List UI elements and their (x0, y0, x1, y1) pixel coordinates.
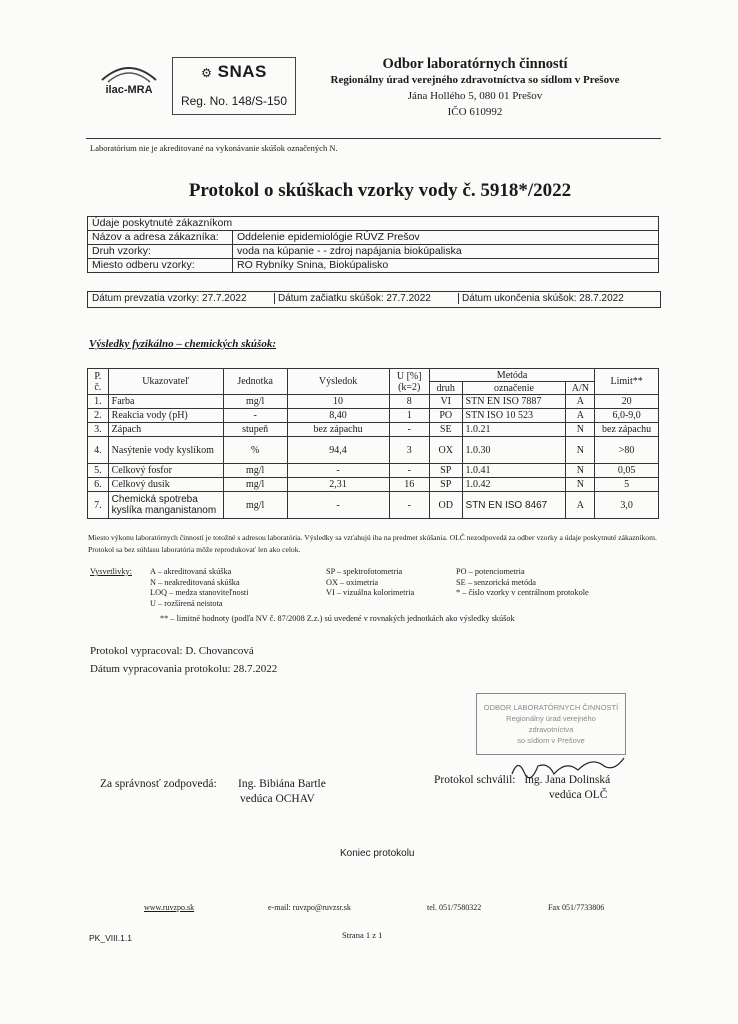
legend-item: SE – senzorická metóda (456, 577, 536, 587)
snas-emblem-icon: ⚙ (201, 66, 213, 80)
contact-tel: tel. 051/7580322 (427, 903, 482, 912)
cell-n: 3. (88, 423, 109, 437)
table-row (88, 409, 659, 423)
cell-name: Zápach (108, 423, 223, 437)
table-row (88, 245, 659, 259)
customer-value: voda na kúpanie - - zdroj napájania biokúpaliska (233, 245, 659, 259)
table-row (88, 464, 659, 478)
table-row (88, 395, 659, 409)
cell-result: - (287, 464, 389, 478)
col-header-method: Metóda (429, 369, 594, 382)
cell-n: 6. (88, 478, 109, 492)
cell-druh: SP (429, 464, 462, 478)
customer-value: RO Rybníky Snina, Biokúpalisko (233, 259, 659, 273)
col-header-druh: druh (429, 382, 462, 395)
col-header-uncertainty: U [%] (k=2) (389, 369, 429, 395)
stamp-line: zdravotníctva (528, 725, 574, 734)
org-address: Jána Hollého 5, 080 01 Prešov (407, 90, 543, 102)
cell-result: 2,31 (287, 478, 389, 492)
col-header-indicator: Ukazovateľ (108, 369, 223, 395)
cell-limit: 0,05 (595, 464, 659, 478)
legend (90, 567, 650, 637)
page-title: Protokol o skúškach vzorky vody č. 5918*/2022 (188, 180, 572, 201)
col-header-an: A/N (566, 382, 595, 395)
date-end: Dátum ukončenia skúšok: 28.7.2022 (458, 293, 624, 304)
col-header-result: Výsledok (287, 369, 389, 395)
legend-item: LOQ – medza stanoviteľnosti (150, 588, 249, 597)
cell-method: 1.0.30 (462, 437, 566, 464)
legend-item: U – rozšírená neistota (150, 598, 223, 608)
org-name: Odbor laboratórnych činností (382, 56, 568, 72)
legend-label: Vysvetlivky: (90, 567, 132, 576)
cell-unit: % (223, 437, 287, 464)
cell-unit: mg/l (223, 492, 287, 519)
cell-u: 16 (389, 478, 429, 492)
contact-email[interactable]: e-mail: ruvzpo@ruvzsr.sk (268, 903, 351, 912)
cell-method: 1.0.42 (462, 478, 566, 492)
legend-item: A – akreditovaná skúška (150, 567, 232, 576)
customer-value: Oddelenie epidemiológie RÚVZ Prešov (233, 231, 659, 245)
cell-limit: 6,0-9,0 (595, 409, 659, 423)
table-row (88, 423, 659, 437)
page-number: Strana 1 z 1 (342, 930, 383, 940)
cell-name: Nasýtenie vody kyslíkom (108, 437, 223, 464)
sig-right-role: vedúca OLČ (549, 789, 608, 801)
cell-druh: SE (429, 423, 462, 437)
legend-item: PO – potenciometria (456, 567, 525, 576)
cell-u: 3 (389, 437, 429, 464)
col-header-unit: Jednotka (223, 369, 287, 395)
legend-item: N – neakreditovaná skúška (150, 577, 240, 587)
prepared-by: Protokol vypracoval: D. Chovancová (90, 645, 254, 657)
cell-limit: 3,0 (595, 492, 659, 519)
cell-limit: 20 (595, 395, 659, 409)
cell-u: 1 (389, 409, 429, 423)
legend-item: VI – vizuálna kolorimetria (326, 588, 415, 597)
cell-unit: mg/l (223, 395, 287, 409)
snas-reg-number: Reg. No. 148/S-150 (180, 94, 288, 108)
cell-name: Chemická spotreba kyslíka manganistanom (108, 492, 223, 519)
sig-left-role: vedúca OCHAV (240, 793, 315, 805)
col-header-oznacenie: označenie (462, 382, 566, 395)
sig-right-name: Ing. Jana Dolinská (524, 774, 611, 786)
signature-left (100, 777, 326, 805)
cell-name: Farba (108, 395, 223, 409)
table-row (88, 478, 659, 492)
date-received: Dátum prevzatia vzorky: 27.7.2022 (92, 293, 247, 304)
cell-result: 8,40 (287, 409, 389, 423)
cell-name: Reakcia vody (pH) (108, 409, 223, 423)
cell-method: STN EN ISO 7887 (462, 395, 566, 409)
cell-u: 8 (389, 395, 429, 409)
cell-n: 7. (88, 492, 109, 519)
cell-method: STN ISO 10 523 (462, 409, 566, 423)
stamp-line: ODBOR LABORATÓRNYCH ČINNOSTÍ (483, 703, 619, 712)
organization-block (300, 56, 650, 120)
cell-method: 1.0.21 (462, 423, 566, 437)
cell-unit: stupeň (223, 423, 287, 437)
cell-result: 94,4 (287, 437, 389, 464)
end-of-protocol: Koniec protokolu (340, 848, 415, 859)
table-row (88, 492, 659, 519)
cell-unit: - (223, 409, 287, 423)
cell-n: 4. (88, 437, 109, 464)
cell-result: 10 (287, 395, 389, 409)
sig-left-label: Za správnosť zodpovedá: (100, 778, 217, 790)
legend-col-3 (456, 567, 589, 599)
cell-druh: OD (429, 492, 462, 519)
prepared-date: Dátum vypracovania protokolu: 28.7.2022 (90, 663, 278, 675)
cell-unit: mg/l (223, 478, 287, 492)
col-header-limit: Limit** (595, 369, 659, 395)
customer-label: Miesto odberu vzorky: (88, 259, 233, 273)
ilac-mra-logo (98, 60, 160, 104)
legend-col-1 (150, 567, 249, 609)
legend-col-2 (326, 567, 414, 599)
cell-method: 1.0.41 (462, 464, 566, 478)
ilac-logo-text: ilac-MRA (105, 84, 153, 96)
protocol-info (90, 642, 277, 678)
cell-u: - (389, 492, 429, 519)
cell-result: bez zápachu (287, 423, 389, 437)
stamp-line: Regionálny úrad verejného (506, 714, 596, 723)
snas-logo-box (172, 57, 296, 115)
col-header-pc: P. č. (88, 369, 109, 395)
legend-limit-note: ** – limitné hodnoty (podľa NV č. 87/2008 Z.z.) sú uvedené v rovnakých jednotkách ako výsledky skúšok (160, 614, 515, 623)
cell-u: - (389, 423, 429, 437)
cell-name: Celkový fosfor (108, 464, 223, 478)
stamp-line: so sídlom v Prešove (517, 736, 585, 745)
legend-item: * – číslo vzorky v centrálnom protokole (456, 588, 589, 597)
cell-u: - (389, 464, 429, 478)
cell-an: N (566, 478, 595, 492)
cell-druh: OX (429, 437, 462, 464)
contact-web[interactable]: www.ruvzpo.sk (144, 903, 195, 912)
cell-an: N (566, 423, 595, 437)
cell-an: N (566, 437, 595, 464)
table-row (88, 437, 659, 464)
cell-druh: SP (429, 478, 462, 492)
cell-result: - (287, 492, 389, 519)
accreditation-note: Laboratórium nie je akreditované na vykonávanie skúšok označených N. (90, 143, 338, 153)
cell-name: Celkový dusík (108, 478, 223, 492)
cell-n: 2. (88, 409, 109, 423)
cell-an: N (566, 464, 595, 478)
sig-right-label: Protokol schválil: (434, 774, 516, 786)
cell-druh: PO (429, 409, 462, 423)
cell-druh: VI (429, 395, 462, 409)
cell-limit: bez zápachu (595, 423, 659, 437)
footnote: Miesto výkonu laboratórnych činností je totožné s adresou laboratória. Výsledky sa vzťahujú iba na predmet skúšania. OLČ nezodpovedá za odber vzorky a údaje poskytnuté zákazníkom. Protokol sa bez súhlasu laboratória môže reprodukovať len ako celok. (88, 533, 657, 554)
legend-item: OX – oximetria (326, 577, 379, 587)
legend-item: SP – spektrofotometria (326, 567, 403, 576)
org-ico: IČO 610992 (447, 106, 503, 118)
cell-limit: >80 (595, 437, 659, 464)
official-stamp (476, 693, 626, 755)
cell-an: A (566, 492, 595, 519)
header-divider (86, 138, 661, 139)
contact-fax: Fax 051/7733806 (548, 903, 605, 912)
org-subtitle: Regionálny úrad verejného zdravotníctva so sídlom v Prešove (330, 74, 620, 86)
date-start: Dátum začiatku skúšok: 27.7.2022 (274, 293, 431, 304)
customer-heading: Údaje poskytnuté zákazníkom (88, 217, 659, 231)
cell-unit: mg/l (223, 464, 287, 478)
sig-left-name: Ing. Bibiána Bartle (238, 778, 326, 790)
cell-an: A (566, 409, 595, 423)
cell-n: 5. (88, 464, 109, 478)
customer-info-table (87, 216, 659, 273)
document-code: PK_VIII.1.1 (89, 933, 132, 943)
table-row (88, 259, 659, 273)
results-table (87, 368, 659, 519)
signature-right (434, 773, 610, 803)
customer-label: Názov a adresa zákazníka: (88, 231, 233, 245)
table-row (88, 231, 659, 245)
cell-n: 1. (88, 395, 109, 409)
cell-limit: 5 (595, 478, 659, 492)
cell-an: A (566, 395, 595, 409)
cell-method: STN EN ISO 8467 (462, 492, 566, 519)
snas-title: ⚙ SNAS (201, 62, 267, 81)
dates-bar (87, 291, 661, 308)
customer-label: Druh vzorky: (88, 245, 233, 259)
results-heading: Výsledky fyzikálno – chemických skúšok: (89, 338, 276, 350)
